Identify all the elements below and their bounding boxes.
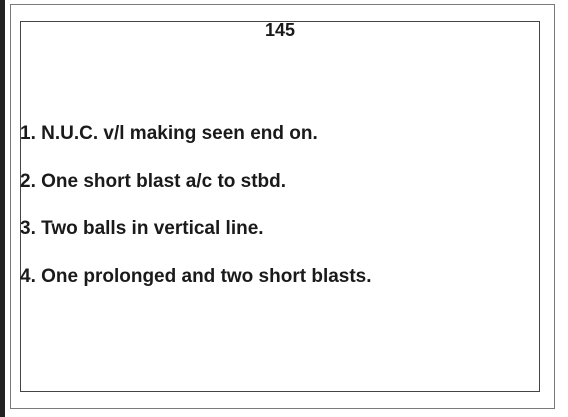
list-item: 1. N.U.C. v/l making seen end on.	[20, 123, 318, 144]
list-item: 3. Two balls in vertical line.	[20, 218, 264, 239]
content-frame	[20, 21, 540, 392]
list-item: 4. One prolonged and two short blasts.	[20, 266, 372, 287]
page-number: 145	[264, 20, 296, 40]
page-edge-bar	[0, 0, 5, 417]
list-item: 2. One short blast a/c to stbd.	[20, 171, 287, 192]
